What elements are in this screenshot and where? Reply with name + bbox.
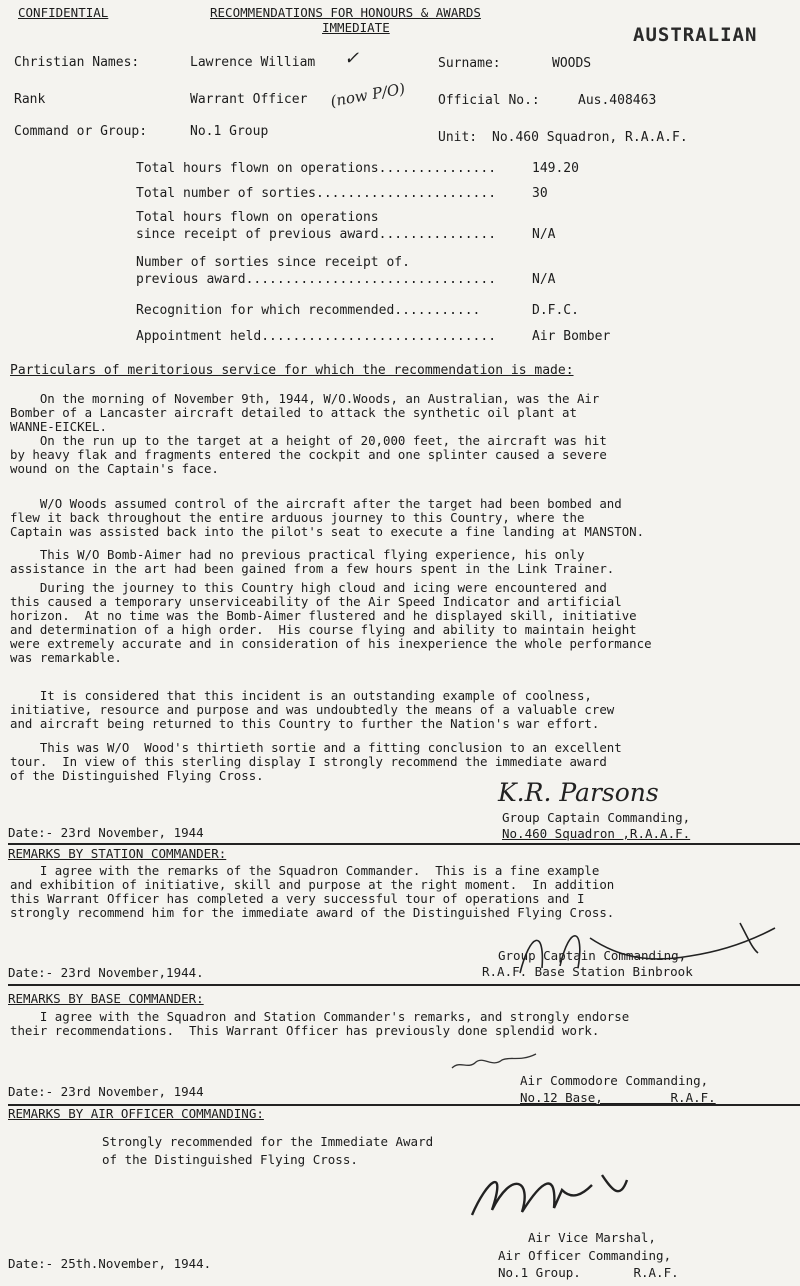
hours-flown-value: 149.20 [532,161,579,176]
particulars-paragraph-6: It is considered that this incident is an outstanding example of coolness, initiative, resource and purpose and was undoubtedly the means of a valuable crew and aircraft being returned to this Country to further the Nation's war effort. [10,688,615,731]
hours-since-label-line2: since receipt of previous award............... [136,227,497,242]
station-date: Date:- 23rd November,1944. [8,965,204,980]
nationality-stamp: AUSTRALIAN [633,24,758,46]
base-remarks-text: I agree with the Squadron and Station Commander's remarks, and strongly endorse their recommendations. This Warrant Officer has previously done splendid work. [10,1009,630,1038]
command-label: Command or Group: [14,124,148,139]
sorties-since-value: N/A [532,272,556,287]
document-title: RECOMMENDATIONS FOR HONOURS & AWARDS [210,5,481,20]
hours-since-label-line1: Total hours flown on operations [136,210,379,225]
station-commander-signature [490,918,780,978]
unit-value: No.460 Squadron, R.A.A.F. [492,130,688,145]
station-remarks-text: I agree with the remarks of the Squadron Commander. This is a fine example and exhibition of initiative, skill and purpose at the right moment. In addition this Warrant Officer has completed a very successful tour of operations and I strongly recommend him for the immediate award of the Distinguished Flying Cross. [10,863,615,920]
aoc-date: Date:- 25th.November, 1944. [8,1256,212,1271]
base-signer-title: Air Commodore Commanding, [520,1073,709,1088]
appointment-value: Air Bomber [532,329,611,344]
particulars-paragraph-7: This was W/O Wood's thirtieth sortie and a fitting conclusion to an excellent tour. In view of this sterling display I strongly recommend the immediate award of the Distinguished Flying Cross. [10,740,622,783]
rank-value: Warrant Officer [190,92,308,107]
station-signer-unit: R.A.F. Base Station Binbrook [482,964,693,979]
squadron-signer-unit: No.460 Squadron ,R.A.A.F. [502,826,691,841]
appointment-label: Appointment held.............................. [136,329,497,344]
base-date: Date:- 23rd November, 1944 [8,1084,204,1099]
squadron-signer-title: Group Captain Commanding, [502,810,691,825]
aoc-remarks-line2: of the Distinguished Flying Cross. [102,1152,358,1167]
recognition-value: D.F.C. [532,303,579,318]
christian-names-value: Lawrence William [190,55,316,70]
particulars-paragraph-4: This W/O Bomb-Aimer had no previous practical flying experience, his only assistance in the art had been gained from a few hours spent in the Link Trainer. [10,547,615,576]
aoc-signature [462,1160,642,1220]
surname-label: Surname: [438,56,501,71]
station-signer-title: Group Captain Commanding, [498,948,687,963]
particulars-paragraph-1: On the morning of November 9th, 1944, W/O.Woods, an Australian, was the Air Bomber of a Lancaster aircraft detailed to attack the synthetic oil plant at WANNE-EICKEL. [10,391,600,434]
particulars-date: Date:- 23rd November, 1944 [8,825,204,840]
classification-label: CONFIDENTIAL [18,5,109,20]
document-subtitle: IMMEDIATE [322,20,390,35]
particulars-paragraph-5: During the journey to this Country high cloud and icing were encountered and this caused a temporary unserviceability of the Air Speed Indicator and artificial horizon. At no time was the Bomb-Aimer flustered and he displayed skill, initiative and determination of a high order. His course flying and ability to maintain height were extremely accurate and in consideration of his inexperience the whole performance was remarkable. [10,580,652,665]
sorties-value: 30 [532,186,548,201]
particulars-heading: Particulars of meritorious service for which the recommendation is made: [10,363,574,378]
rank-label: Rank [14,92,46,107]
hours-flown-label: Total hours flown on operations............... [136,161,497,176]
official-no-value: Aus.408463 [578,93,657,108]
hours-since-value: N/A [532,227,556,242]
aoc-signer-rank: Air Vice Marshal, [528,1230,656,1245]
particulars-paragraph-2: On the run up to the target at a height of 20,000 feet, the aircraft was hit by heavy flak and fragments entered the cockpit and one splinter caused a severe wound on the Captain's face. [10,433,607,476]
section-divider [8,843,800,845]
rank-handwritten-note: (now P/O) [329,79,407,111]
surname-value: WOODS [552,56,592,71]
christian-names-label: Christian Names: [14,55,140,70]
base-signer-unit: No.12 Base, R.A.F. [520,1090,716,1105]
aoc-signer-unit: No.1 Group. R.A.F. [498,1265,679,1280]
official-no-label: Official No.: [438,93,540,108]
base-commander-signature [450,1052,540,1074]
station-remarks-heading: REMARKS BY STATION COMMANDER: [8,846,227,861]
squadron-commander-signature: K.R. Parsons [498,778,659,807]
aoc-remarks-line1: Strongly recommended for the Immediate Award [102,1134,434,1149]
particulars-paragraph-3: W/O Woods assumed control of the aircraft after the target had been bombed and flew it back throughout the entire arduous journey to this Country, where the Captain was assisted back into the pilot's seat to execute a fine landing at MANSTON. [10,496,645,539]
aoc-remarks-heading: REMARKS BY AIR OFFICER COMMANDING: [8,1106,264,1121]
unit-label: Unit: [438,130,478,145]
recognition-label: Recognition for which recommended........... [136,303,481,318]
aoc-signer-title: Air Officer Commanding, [498,1248,672,1263]
base-remarks-heading: REMARKS BY BASE COMMANDER: [8,991,204,1006]
sorties-since-label-line1: Number of sorties since receipt of. [136,255,410,270]
sorties-since-label-line2: previous award................................ [136,272,497,287]
sorties-label: Total number of sorties....................... [136,186,497,201]
section-divider [8,984,800,986]
check-mark-icon: ✓ [344,48,360,69]
command-value: No.1 Group [190,124,269,139]
